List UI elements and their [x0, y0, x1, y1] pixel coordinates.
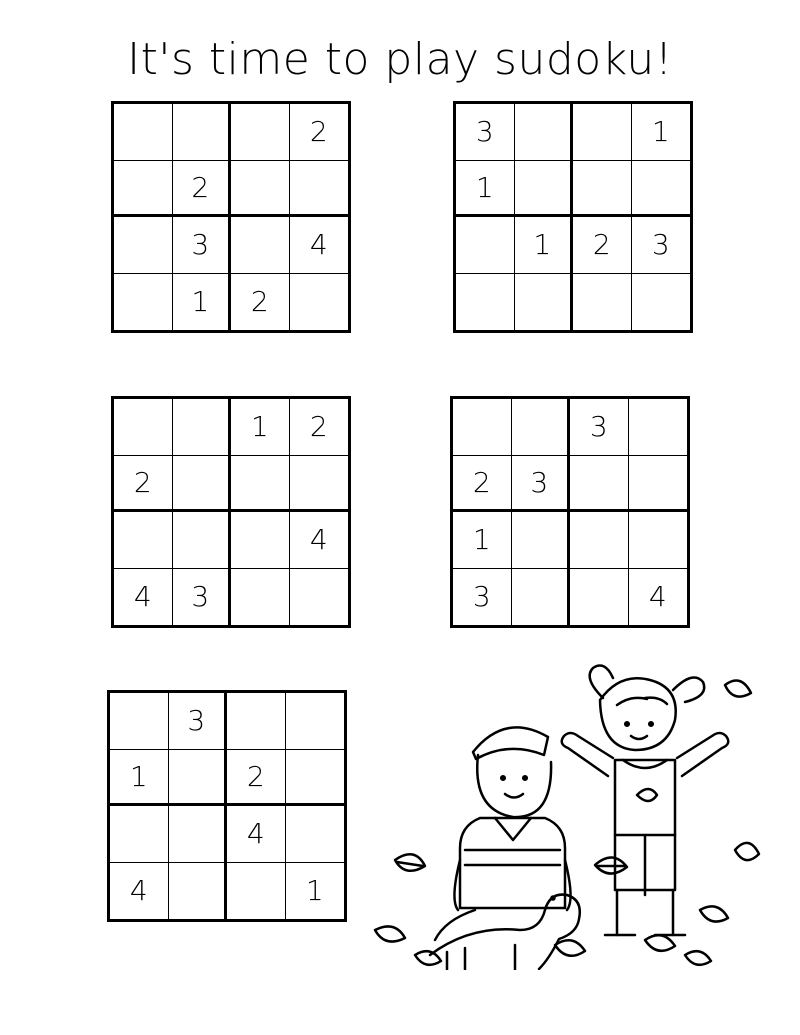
sudoku-cell[interactable]: [290, 456, 349, 513]
girl-figure: [562, 666, 729, 935]
sudoku-cell[interactable]: 1: [453, 512, 512, 569]
sudoku-cell[interactable]: [114, 512, 173, 569]
sudoku-cell[interactable]: [231, 161, 290, 218]
sudoku-cell[interactable]: 2: [227, 750, 286, 807]
sudoku-cell[interactable]: 1: [456, 161, 515, 218]
sudoku-cell[interactable]: 3: [570, 399, 629, 456]
sudoku-cell[interactable]: 2: [573, 217, 632, 274]
sudoku-cell[interactable]: [290, 161, 349, 218]
sudoku-cell[interactable]: [453, 399, 512, 456]
sudoku-cell[interactable]: [632, 161, 691, 218]
sudoku-cell[interactable]: [456, 274, 515, 331]
sudoku-cell[interactable]: [286, 693, 345, 750]
sudoku-cell[interactable]: [114, 399, 173, 456]
sudoku-cell[interactable]: 1: [515, 217, 574, 274]
sudoku-cell[interactable]: 2: [231, 274, 290, 331]
sudoku-cell[interactable]: [231, 104, 290, 161]
sudoku-cell[interactable]: [169, 806, 228, 863]
sudoku-grid-3: [111, 396, 351, 628]
sudoku-cell[interactable]: 4: [290, 512, 349, 569]
sudoku-cell[interactable]: 4: [227, 806, 286, 863]
kids-playing-in-leaves-illustration: [355, 660, 795, 970]
sudoku-cell[interactable]: [515, 104, 574, 161]
sudoku-cell[interactable]: 2: [173, 161, 232, 218]
page-title: It's time to play sudoku!: [127, 34, 673, 85]
sudoku-cell[interactable]: [512, 569, 571, 626]
sudoku-cell[interactable]: [114, 217, 173, 274]
sudoku-cell[interactable]: 1: [173, 274, 232, 331]
sudoku-cell[interactable]: [173, 456, 232, 513]
sudoku-cell[interactable]: [570, 456, 629, 513]
sudoku-cell[interactable]: [573, 274, 632, 331]
sudoku-cell[interactable]: [114, 274, 173, 331]
sudoku-cell[interactable]: [173, 399, 232, 456]
sudoku-cell[interactable]: [231, 569, 290, 626]
sudoku-cell[interactable]: [110, 693, 169, 750]
sudoku-cell[interactable]: 3: [453, 569, 512, 626]
sudoku-grid-1: [111, 101, 351, 333]
sudoku-cell[interactable]: 3: [456, 104, 515, 161]
sudoku-cell[interactable]: 1: [305, 874, 324, 908]
sudoku-cell[interactable]: [114, 104, 173, 161]
sudoku-cell[interactable]: 4: [114, 569, 173, 626]
sudoku-cell[interactable]: [512, 399, 571, 456]
sudoku-cell[interactable]: 1: [110, 750, 169, 807]
sudoku-cell[interactable]: [173, 104, 232, 161]
sudoku-cell[interactable]: [169, 863, 228, 920]
boy-figure: [454, 727, 570, 910]
sudoku-cell[interactable]: [629, 399, 688, 456]
sudoku-cell[interactable]: 4: [110, 863, 169, 920]
sudoku-cell[interactable]: 3: [173, 217, 232, 274]
sudoku-cell[interactable]: [231, 512, 290, 569]
sudoku-cell[interactable]: [456, 217, 515, 274]
sudoku-grid-2: [453, 101, 693, 333]
sudoku-cell[interactable]: [570, 569, 629, 626]
sudoku-cell[interactable]: 3: [169, 693, 228, 750]
sudoku-cell[interactable]: [512, 512, 571, 569]
sudoku-cell[interactable]: [290, 274, 349, 331]
sudoku-cell[interactable]: [515, 274, 574, 331]
sudoku-cell[interactable]: [515, 161, 574, 218]
sudoku-cell[interactable]: 3: [632, 217, 691, 274]
sudoku-cell[interactable]: 3: [173, 569, 232, 626]
sudoku-cell[interactable]: 1: [632, 104, 691, 161]
sudoku-cell[interactable]: [169, 750, 228, 807]
dog-figure: [430, 895, 580, 970]
sudoku-grid-4: [450, 396, 690, 628]
sudoku-cell[interactable]: [227, 863, 286, 920]
sudoku-cell[interactable]: 4: [648, 580, 667, 614]
sudoku-cell[interactable]: [629, 512, 688, 569]
sudoku-cell[interactable]: [110, 806, 169, 863]
sudoku-cell[interactable]: 2: [290, 399, 349, 456]
sudoku-cell[interactable]: [570, 512, 629, 569]
sudoku-cell[interactable]: [629, 456, 688, 513]
leaf-icons: [375, 681, 759, 965]
sudoku-cell[interactable]: 1: [231, 399, 290, 456]
sudoku-cell[interactable]: [632, 274, 691, 331]
sudoku-cell[interactable]: [573, 104, 632, 161]
sudoku-cell[interactable]: 4: [290, 217, 349, 274]
sudoku-cell[interactable]: [290, 569, 349, 626]
sudoku-cell[interactable]: [173, 512, 232, 569]
sudoku-cell[interactable]: [227, 693, 286, 750]
sudoku-cell[interactable]: 2: [114, 456, 173, 513]
sudoku-cell[interactable]: [286, 750, 345, 807]
sudoku-cell[interactable]: [114, 161, 173, 218]
sudoku-cell[interactable]: [286, 806, 345, 863]
sudoku-cell[interactable]: 2: [290, 104, 349, 161]
sudoku-cell[interactable]: 2: [453, 456, 512, 513]
sudoku-grid-5: [107, 690, 347, 922]
sudoku-cell[interactable]: 3: [512, 456, 571, 513]
sudoku-cell[interactable]: [573, 161, 632, 218]
sudoku-cell[interactable]: [231, 456, 290, 513]
sudoku-cell[interactable]: [231, 217, 290, 274]
